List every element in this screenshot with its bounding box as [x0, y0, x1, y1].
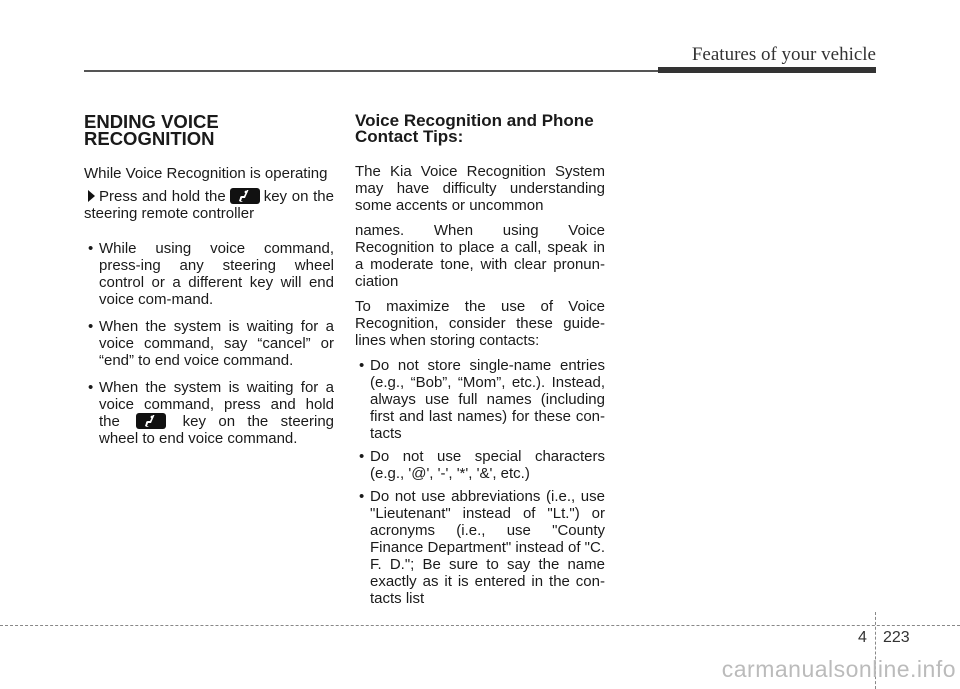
- footer-rule: [0, 625, 960, 626]
- header-title: Features of your vehicle: [691, 44, 876, 65]
- left-column: [84, 113, 334, 457]
- chapter-number: 4: [858, 629, 867, 646]
- section-heading-ending-voice-recognition: ENDING VOICE RECOGNITION: [84, 111, 219, 149]
- list-item: • Do not use special characters (e.g., '@', '-', '*', '&', etc.): [355, 448, 605, 482]
- paragraph: To maximize the use of Voice Recognition, consider these guide-lines when storing contacts:: [355, 298, 605, 349]
- page-number: 223: [883, 629, 910, 646]
- right-bullet-list: [355, 357, 605, 607]
- step-text-after: key on the steering remote controller: [84, 188, 334, 222]
- list-item: • When the system is waiting for a voice command, say “cancel” or “end” to end voice command.: [84, 318, 334, 369]
- list-item: • Do not store single-name entries (e.g., “Bob”, “Mom”, etc.). Instead, always use full names (including first and last names) for these con-tacts: [355, 357, 605, 442]
- bullet-text-after: key on the steering wheel to end voice command.: [99, 413, 335, 447]
- voice-recognition-key-icon: [136, 413, 166, 429]
- header-rule: [84, 70, 658, 72]
- header-rule-accent: [658, 67, 876, 73]
- section-heading-contact-tips: Voice Recognition and Phone Contact Tips:: [355, 111, 594, 146]
- left-bullet-list: [84, 240, 334, 447]
- step-text-before: Press and hold the: [99, 188, 226, 205]
- intro-text: While Voice Recognition is operating: [84, 165, 328, 182]
- paragraph: The Kia Voice Recognition System may have difficulty understanding some accents or uncommon: [355, 163, 605, 214]
- right-arrow-icon: [88, 190, 95, 202]
- list-item: • While using voice command, press-ing any steering wheel control or a different key will end voice com-mand.: [84, 240, 334, 308]
- bullet-text-before: When the system is waiting for a voice command, press and hold the: [99, 379, 334, 430]
- list-item: [84, 379, 334, 447]
- voice-recognition-key-icon: [230, 188, 260, 204]
- step-instruction: [84, 188, 334, 222]
- paragraph: names. When using Voice Recognition to place a call, speak in a moderate tone, with clear pronun-ciation: [355, 222, 605, 290]
- watermark: carmanualsonline.info: [721, 656, 956, 682]
- right-column: [355, 113, 605, 613]
- list-item: • Do not use abbreviations (i.e., use "Lieutenant" instead of "Lt.") or acronyms (i.e., use "County Finance Department" instead of "C. F. D."; Be sure to say the name exactly as it is entered in the con-tacts list: [355, 488, 605, 607]
